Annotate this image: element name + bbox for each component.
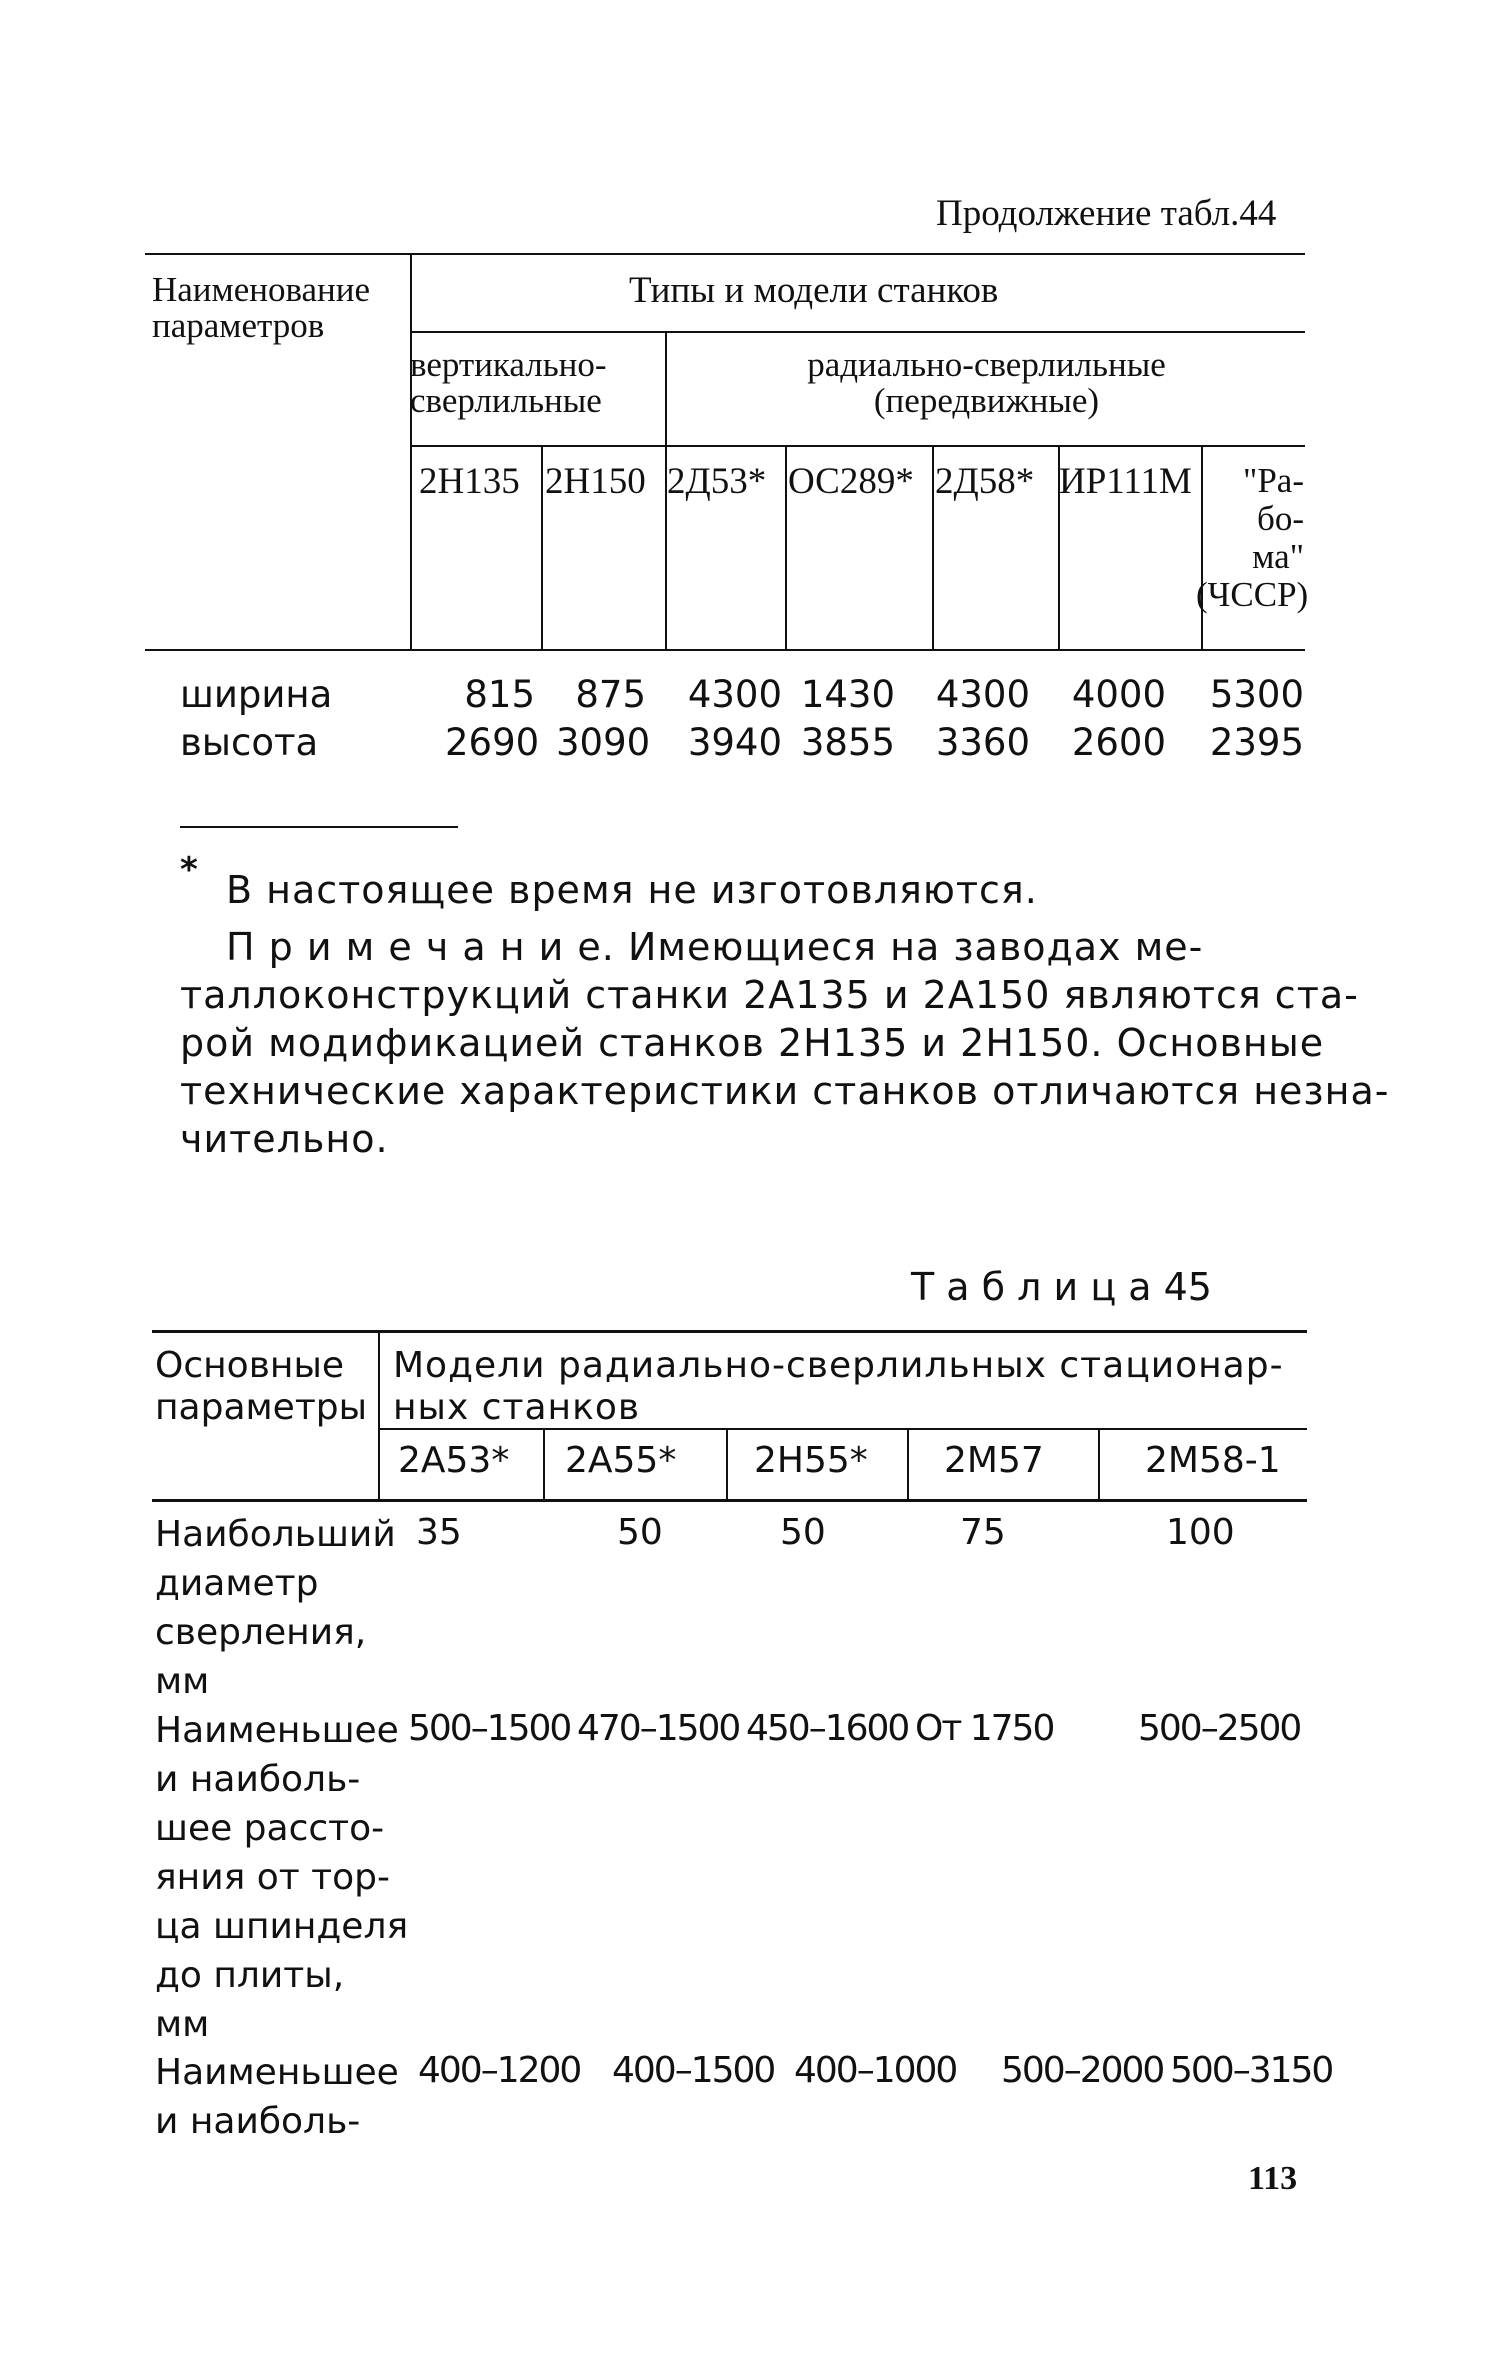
table-cell: 500–1500	[408, 1708, 571, 1749]
note-line: чительно.	[180, 1117, 389, 1161]
table-continuation-caption: Продолжение табл.44	[936, 193, 1277, 234]
table-cell: 3360	[935, 721, 1030, 764]
table-column-divider	[1098, 1428, 1100, 1499]
table-title: Т а б л и ц а 45	[911, 1265, 1212, 1309]
table-cell: 4300	[935, 673, 1030, 716]
row-label: высота	[180, 721, 319, 764]
table-top-rule	[145, 253, 1305, 255]
note-line: таллоконструкций станки 2А135 и 2А150 являются ста-	[180, 973, 1359, 1017]
types-header: Типы и модели станков	[629, 270, 999, 311]
note-line: технические характеристики станков отличаются незна-	[180, 1069, 1390, 1113]
table-cell: 470–1500	[577, 1708, 740, 1749]
table-header-rule	[412, 331, 1305, 333]
note-line: рой модификацией станков 2Н135 и 2Н150. Основные	[180, 1021, 1325, 1065]
table-cell: 1430	[800, 673, 895, 716]
table-cell: 50	[780, 1512, 826, 1553]
param-header: Наименование параметров	[152, 270, 371, 345]
table-column-divider	[541, 445, 543, 649]
model-header: 2Н135	[419, 461, 520, 502]
table-cell: 3855	[800, 721, 895, 764]
model-header: 2М58-1	[1145, 1440, 1281, 1481]
footnote-text: В настоящее время не изготовляются.	[226, 868, 1038, 912]
table-column-divider	[907, 1428, 909, 1499]
footnote-marker: *	[180, 850, 198, 890]
table-column-divider	[785, 445, 787, 649]
table-column-divider	[932, 445, 934, 649]
table-column-divider	[410, 253, 412, 649]
table-column-divider	[378, 1330, 380, 1499]
group-vertical-header: вертикально- сверлильные	[410, 345, 607, 420]
table-column-divider	[726, 1428, 728, 1499]
model-header: 2А53*	[398, 1440, 510, 1481]
model-header: ИР111М	[1059, 461, 1192, 502]
table-top-rule	[152, 1330, 1307, 1333]
table-header-bottom-rule	[145, 649, 1305, 651]
row-label: Наибольший диаметр сверления, мм	[155, 1514, 396, 1702]
table-cell: 450–1600	[746, 1708, 909, 1749]
model-header: 2Д58*	[935, 461, 1035, 502]
table-cell: 400–1500	[612, 2050, 775, 2091]
table-header-bottom-rule	[152, 1499, 1307, 1502]
table-cell: 2600	[1071, 721, 1166, 764]
table-cell: 500–3150	[1170, 2050, 1333, 2091]
table-cell: 400–1200	[418, 2050, 581, 2091]
table-cell: 4000	[1071, 673, 1166, 716]
table-cell: 875	[575, 673, 646, 716]
table-cell: 100	[1166, 1512, 1235, 1553]
table-cell: 75	[960, 1512, 1006, 1553]
table-cell: 2690	[445, 721, 540, 764]
table-cell: 5300	[1209, 673, 1304, 716]
model-header: 2Н55*	[754, 1440, 868, 1481]
table-cell: 500–2500	[1138, 1708, 1301, 1749]
table-column-divider	[543, 1428, 545, 1499]
table-cell: От 1750	[915, 1708, 1054, 1749]
table-cell: 500–2000	[1001, 2050, 1164, 2091]
model-header: 2Н150	[545, 461, 646, 502]
table-cell: 400–1000	[794, 2050, 957, 2091]
param-header: Основные параметры	[155, 1345, 368, 1428]
row-label: Наименьшее и наиболь- шее рассто- яния от тор- ца шпинделя до плиты, мм	[155, 1710, 409, 2045]
table-cell: 3940	[687, 721, 782, 764]
model-header: 2М57	[944, 1440, 1044, 1481]
table-cell: 35	[416, 1512, 462, 1553]
row-label: ширина	[180, 673, 333, 716]
model-header-rabboma: "Ра- бо- ма" (ЧССР)	[1196, 461, 1309, 614]
table-cell: 2395	[1209, 721, 1304, 764]
table-cell: 50	[617, 1512, 663, 1553]
model-header: 2Д53*	[667, 461, 767, 502]
group-radial-header: радиально-сверлильные (передвижные)	[807, 345, 1166, 420]
table-cell: 3090	[556, 721, 651, 764]
table-cell: 815	[464, 673, 535, 716]
model-header: 2А55*	[565, 1440, 677, 1481]
models-header: Модели радиально-сверлильных стационар- ных станков	[393, 1345, 1284, 1428]
model-header: ОС289*	[788, 461, 914, 502]
table-cell: 4300	[687, 673, 782, 716]
table-header-rule	[412, 445, 1305, 447]
footnote-rule	[180, 826, 458, 828]
page-number: 113	[1248, 2160, 1298, 2197]
note-line: П р и м е ч а н и е. Имеющиеся на заводах ме-	[226, 925, 1204, 969]
row-label: Наименьшее и наиболь-	[155, 2052, 399, 2142]
